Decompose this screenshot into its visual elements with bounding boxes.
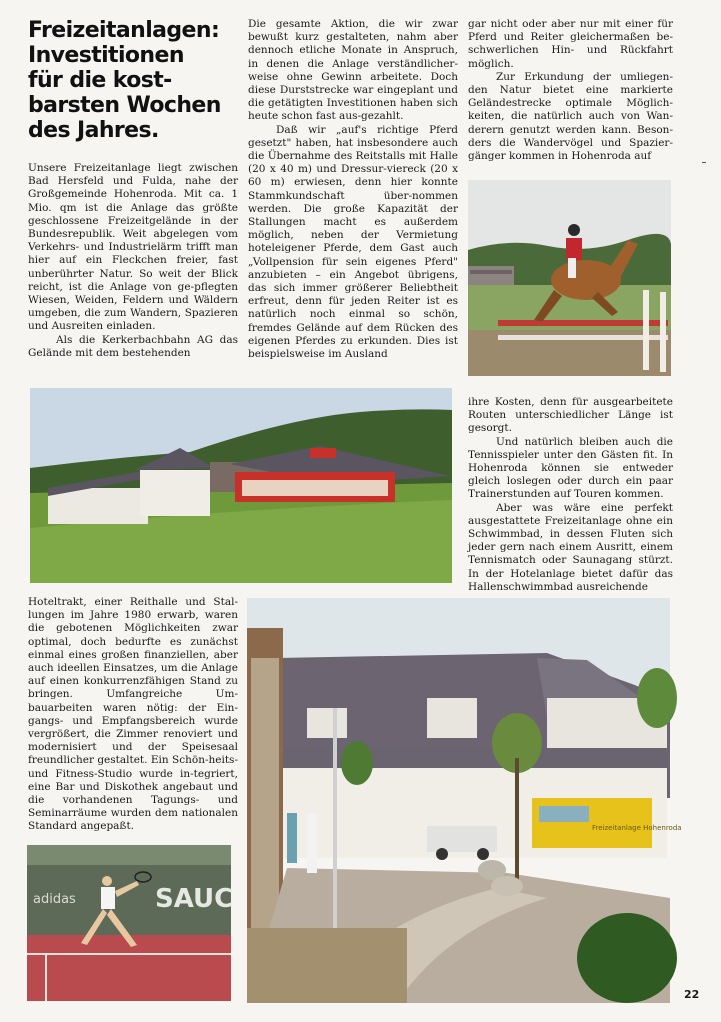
paragraph: ihre Kosten, denn für ausgearbeitete Routen unterschiedlicher Länge ist gesorgt. xyxy=(468,396,673,435)
paragraph: Daß wir „auf's richtige Pferd gesetzt" haben, hat insbesondere auch die Übernahme des Reitstalls mit Halle (20 x 40 m) und Dressur-viereck (20 x 60 m) erwiesen, denn hier konnte Stammkundschaft über-nommen werden. Die große Kapazität der Stallungen macht es außerdem möglich, neben der Vermietung hoteleigener Pferde, dem Gast auch „Vollpension für sein eigenes Pferd" anzubieten – ein Angebot übrigens, das sich immer größerer Beliebtheit erfreut, denn für jeden Reiter ist es natürlich noch einmal so schön, fremdes Gelände auf dem Rücken des eigenen Pferdes zu erkunden. Dies ist beispielsweise im Ausland xyxy=(248,123,458,361)
article-headline xyxy=(28,18,243,143)
paragraph: Und natürlich bleiben auch die Tennisspieler unter den Gästen fit. In Hohenroda können sie entweder gleich loslegen oder durch ein paar Trainerstunden auf Touren kommen. xyxy=(468,435,673,501)
paragraph: Aber was wäre eine perfekt ausgestattete Freizeitanlage ohne ein Schwimmbad, in dessen Fluten sich jeder gern nach einem Ausritt, einem Tennismatch oder Saunagang stürzt. In der Hotelanlage bietet dafür das Hallenschwimmbad ausreichende xyxy=(468,501,673,593)
paragraph: Die gesamte Aktion, die wir zwar bewußt kurz gestalteten, nahm aber dennoch etliche Monate in Anspruch, in denen die Anlage verständlicher-weise ohne Gewinn arbeitete. Doch diese Durststrecke war eingeplant und die getätigten Investitionen haben sich heute schon fast aus-gezahlt. xyxy=(248,18,458,123)
article-column-4 xyxy=(468,396,673,594)
paragraph: gar nicht oder aber nur mit einer für Pferd und Reiter gleichermaßen be-schwerlichen Hin- und Rückfahrt möglich. xyxy=(468,18,673,70)
paragraph: Zur Erkundung der umliegen-den Natur bietet eine markierte Geländestrecke optimale Möglich-keiten, die natürlich auch von Wan-derern genutzt werden kann. Beson-ders die Wandervögel und Spazier-gänger kommen in Hohenroda auf xyxy=(468,70,673,163)
paragraph: Hoteltrakt, einer Reithalle und Stal-lungen im Jahre 1980 erwarb, waren die gebotenen Möglichkeiten zwar optimal, doch bedurfte es zunächst einmal eines großen finanziellen, aber auch ideellen Einsatzes, um die Anlage auf einen konkurrenzfähigen Stand zu bringen. Umfangreiche Um-bauarbeiten waren nötig: der Ein-gangs- und Empfangsbereich wurde vergrößert, die Zimmer renoviert und modernisiert und der Speisesaal freundlicher gestaltet. Ein Schön-heits- und Fitness-Studio wurde in-tegriert, eine Bar und Diskothek angebaut und die vorhandenen Tagungs- und Seminarräume wurden dem nationalen Standard angepaßt. xyxy=(28,596,238,833)
margin-mark xyxy=(702,162,706,163)
page-number: 22 xyxy=(684,988,700,1001)
headline-line-5: des Jahres. xyxy=(28,118,159,143)
paragraph: Als die Kerkerbachbahn AG das Gelände mit dem bestehenden xyxy=(28,333,238,359)
article-column-5 xyxy=(28,596,238,834)
headline-line-3: für die kost- xyxy=(28,68,172,93)
headline-line-2: Investitionen xyxy=(28,43,184,68)
article-column-2 xyxy=(248,18,458,361)
banner-text-adidas: adidas xyxy=(33,892,76,907)
headline-line-1: Freizeitanlagen: xyxy=(28,18,220,43)
article-column-3 xyxy=(468,18,673,163)
photo-hotel-entrance xyxy=(247,598,682,1003)
van-lettering: Freizeitanlage Hohenroda xyxy=(592,824,682,832)
banner-text-sauc: SAUC xyxy=(155,884,234,914)
photo-hotel-complex xyxy=(30,388,452,583)
article-column-1 xyxy=(28,162,238,360)
photo-show-jumping xyxy=(468,180,671,376)
photo-tennis-player xyxy=(27,845,234,1001)
paragraph: Unsere Freizeitanlage liegt zwischen Bad Hersfeld und Fulda, nahe der Großgemeinde Hohenroda. Mit ca. 1 Mio. qm ist die Anlage das größte geschlossene Freizeitgelände in der Bundesrepublik. Weit abgelegen vom Verkehrs- und Industrielärm trifft man hier auf ein Fleckchen freier, fast unberührter Natur. So weit der Blick reicht, ist die Anlage von ge-pflegten Wiesen, Weiden, Feldern und Wäldern umgeben, die zum Wandern, Spazieren und Ausreiten einladen. xyxy=(28,162,238,333)
headline-line-4: barsten Wochen xyxy=(28,93,221,118)
